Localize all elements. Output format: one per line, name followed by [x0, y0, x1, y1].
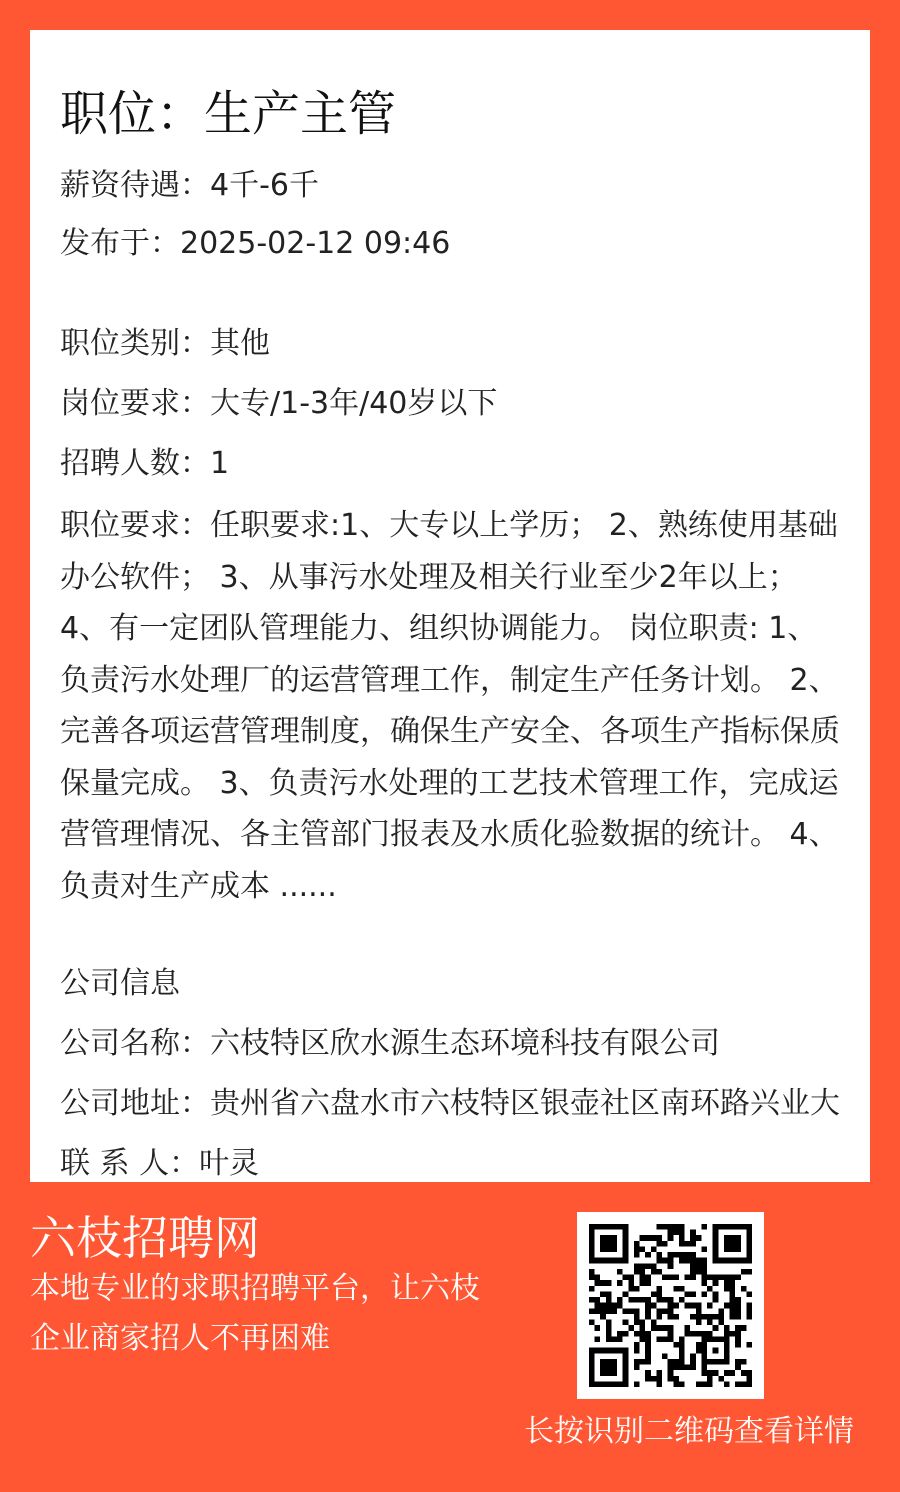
job-description: 职位要求：任职要求:1、大专以上学历； 2、熟练使用基础办公软件； 3、从事污水处理及相关行业至少2年以上； 4、有一定团队管理能力、组织协调能力。 岗位职责: 1、负责污水处理厂的运营管理工作，制定生产任务计划。 2、完善各项运营管理制度，确保生产安全、各项生产指标保质保量完成。 3、负责污水处理的工艺技术管理工作，完成运营管理情况、各主管部门报表及水质化验数据的统计。 4、负责对生产成本 ...... [60, 508, 840, 904]
job-category: 职位类别：其他 [60, 326, 270, 361]
publish-date: 发布于：2025-02-12 09:46 [60, 226, 451, 261]
contact-person: 联 系 人：叶灵 [60, 1146, 260, 1181]
job-requirements: 岗位要求：大专/1-3年/40岁以下 [60, 386, 498, 421]
footer [0, 1182, 900, 1492]
company-name: 公司名称：六枝特区欣水源生态环境科技有限公司 [60, 1026, 720, 1061]
job-title: 职位：生产主管 [60, 86, 397, 142]
brand-slogan: 本地专业的求职招聘平台，让六枝企业商家招人不再困难 [30, 1271, 480, 1356]
company-section-title: 公司信息 [60, 966, 180, 1001]
qr-code-icon [589, 1224, 752, 1387]
brand-name: 六枝招聘网 [30, 1211, 260, 1265]
salary-text: 薪资待遇：4千-6千 [60, 168, 319, 203]
company-address: 公司地址：贵州省六盘水市六枝特区银壶社区南环路兴业大 [60, 1086, 840, 1121]
qr-code[interactable] [577, 1212, 764, 1399]
job-card [30, 30, 870, 1182]
qr-hint: 长按识别二维码查看详情 [524, 1414, 854, 1449]
headcount: 招聘人数：1 [60, 446, 230, 481]
